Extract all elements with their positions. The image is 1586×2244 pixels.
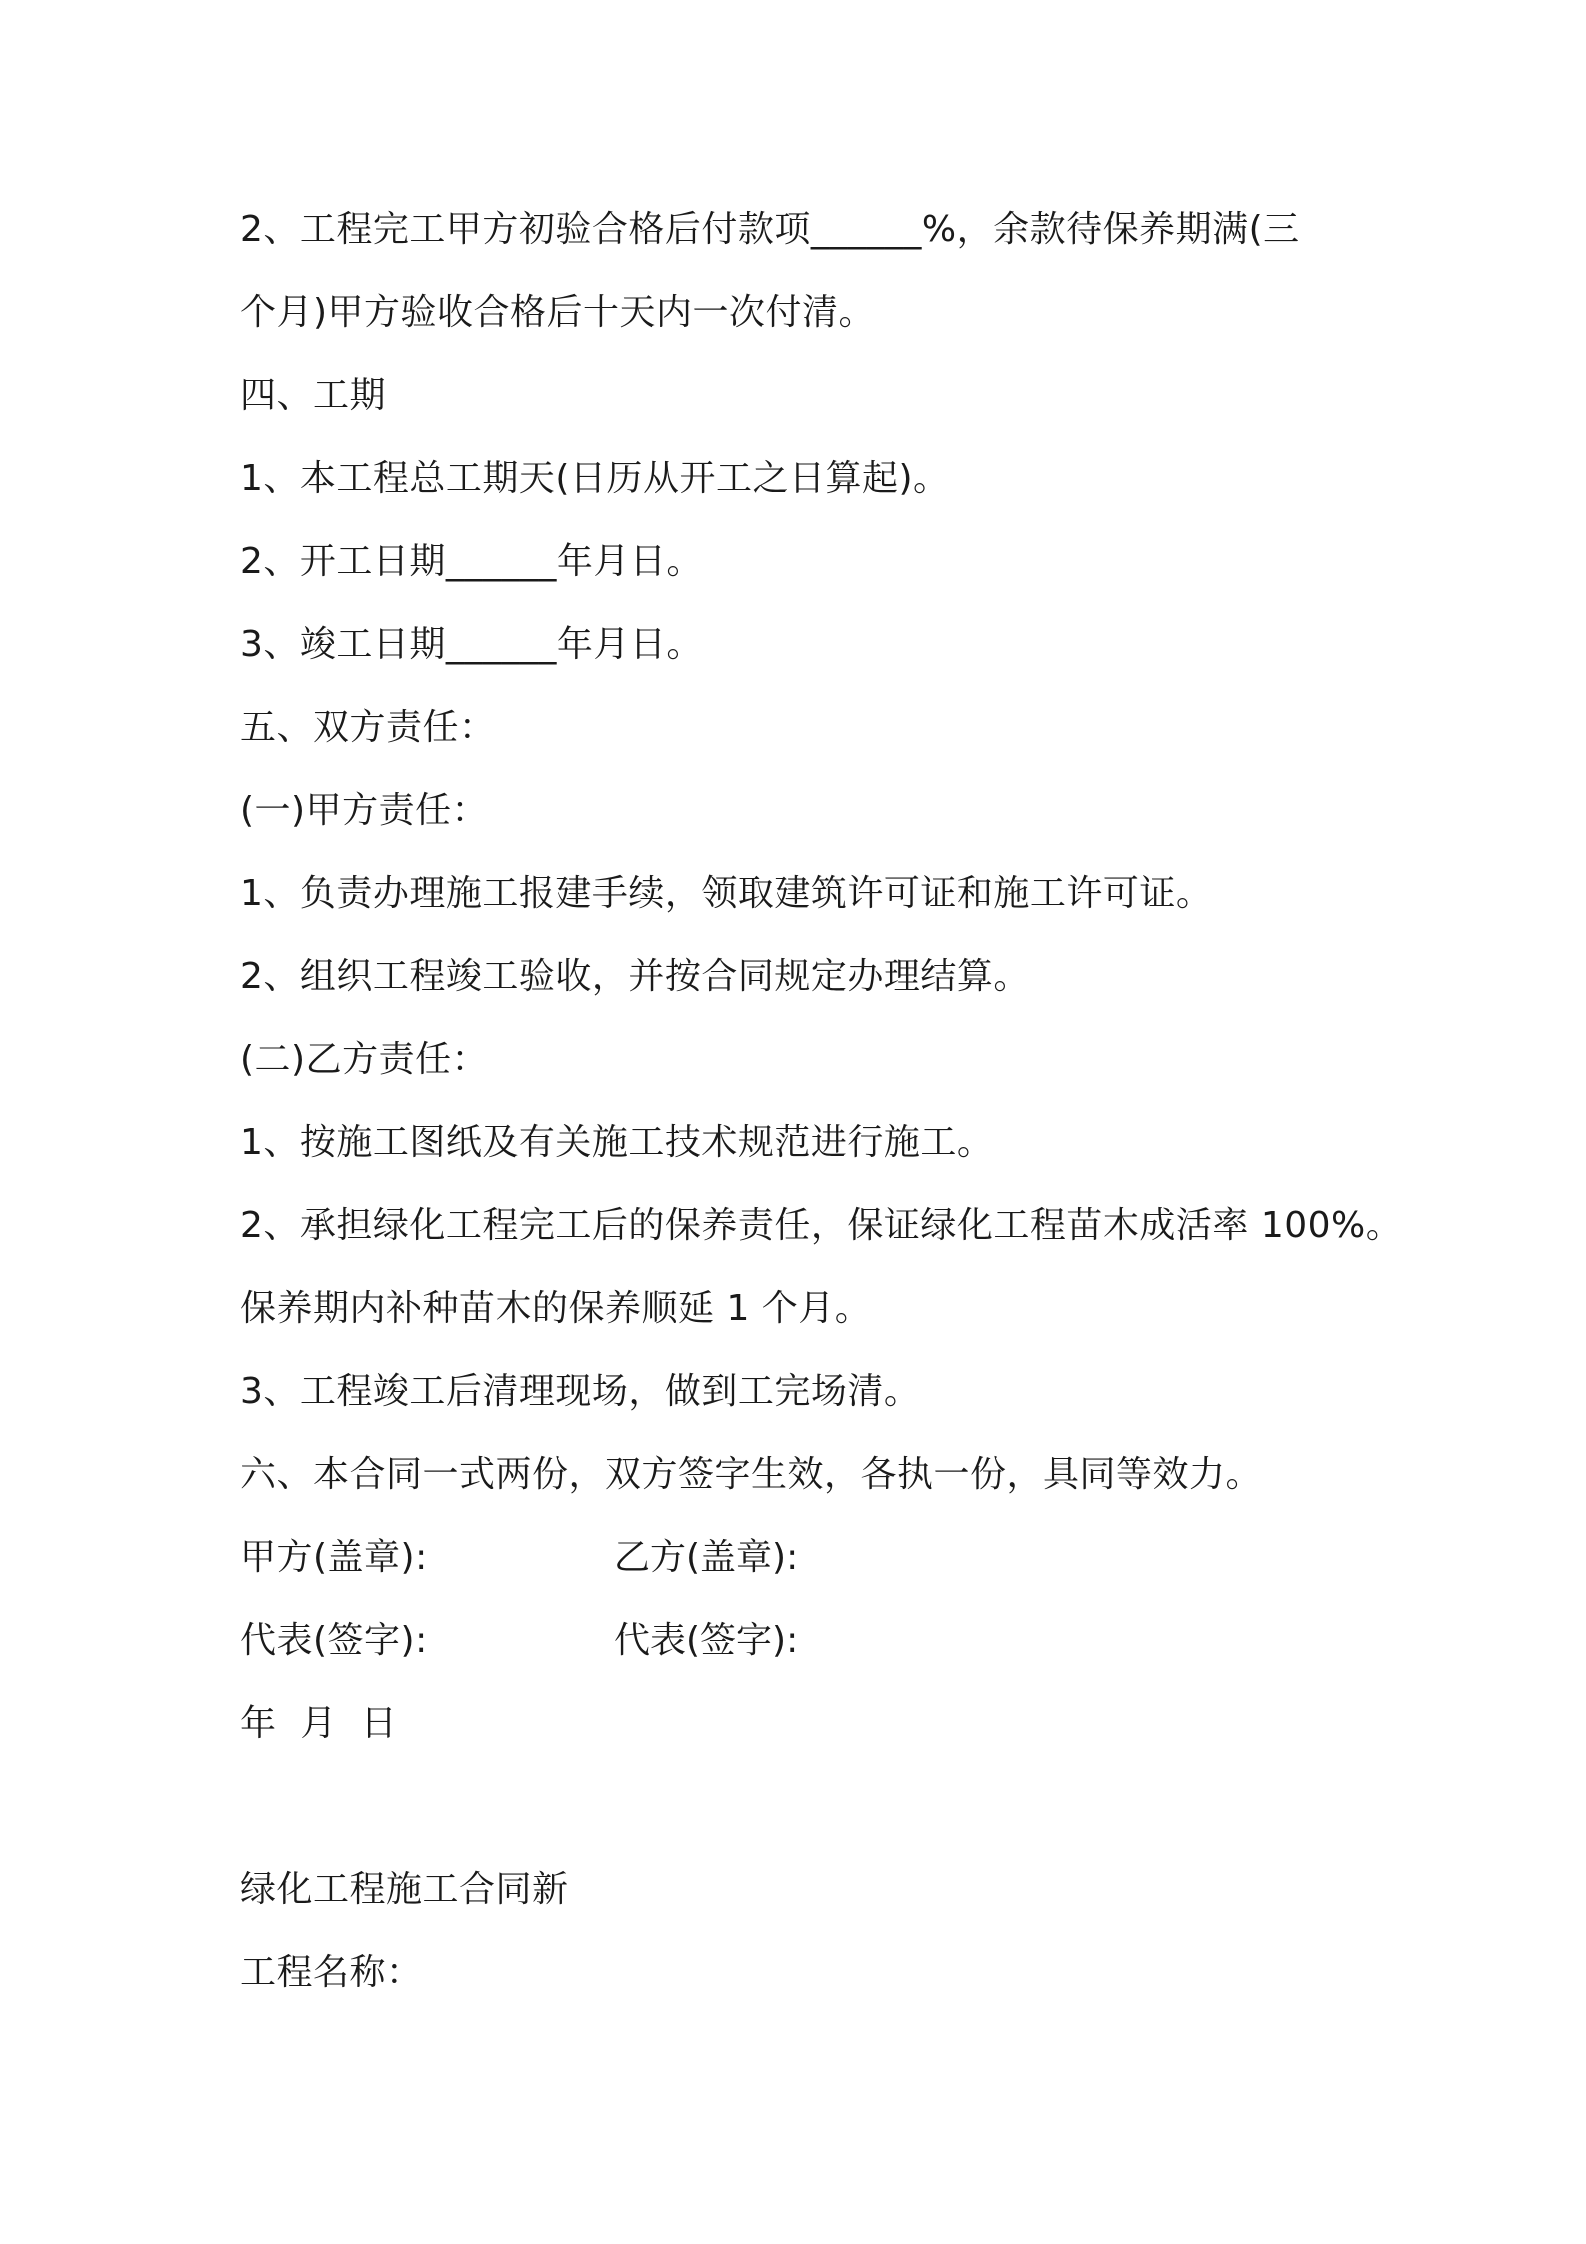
schedule-item-3: 3、竣工日期______年月日。 xyxy=(240,624,703,665)
signature-date: 年 月 日 xyxy=(240,1703,398,1744)
schedule-item-2: 2、开工日期______年月日。 xyxy=(240,541,703,582)
section-heading-schedule: 四、工期 xyxy=(240,375,387,416)
party-a-representative-label: 代表(签字): xyxy=(240,1620,428,1661)
party-a-item-2: 2、组织工程竣工验收，并按合同规定办理结算。 xyxy=(240,956,1030,997)
section-heading-responsibilities: 五、双方责任： xyxy=(240,707,496,748)
party-a-seal-label: 甲方(盖章): xyxy=(240,1537,428,1578)
contract-title: 绿化工程施工合同新 xyxy=(240,1869,569,1910)
party-a-item-1: 1、负责办理施工报建手续，领取建筑许可证和施工许可证。 xyxy=(240,873,1213,914)
payment-clause-line-2: 个月)甲方验收合格后十天内一次付清。 xyxy=(240,292,876,333)
party-b-item-2-line-2: 保养期内补种苗木的保养顺延 1 个月。 xyxy=(240,1288,872,1329)
party-b-seal-label: 乙方(盖章): xyxy=(614,1537,799,1578)
section-heading-copies: 六、本合同一式两份，双方签字生效，各执一份，具同等效力。 xyxy=(240,1454,1263,1495)
schedule-item-1: 1、本工程总工期天(日历从开工之日算起)。 xyxy=(240,458,950,499)
party-b-item-1: 1、按施工图纸及有关施工技术规范进行施工。 xyxy=(240,1122,994,1163)
subsection-heading-party-a: (一)甲方责任： xyxy=(240,790,489,831)
project-name-label: 工程名称： xyxy=(240,1952,423,1993)
party-b-item-3: 3、工程竣工后清理现场，做到工完场清。 xyxy=(240,1371,921,1412)
subsection-heading-party-b: (二)乙方责任： xyxy=(240,1039,489,1080)
payment-clause-line-1: 2、工程完工甲方初验合格后付款项______%，余款待保养期满(三 xyxy=(240,209,1300,250)
party-b-representative-label: 代表(签字): xyxy=(614,1620,799,1661)
party-b-item-2-line-1: 2、承担绿化工程完工后的保养责任，保证绿化工程苗木成活率 100%。 xyxy=(240,1205,1403,1246)
